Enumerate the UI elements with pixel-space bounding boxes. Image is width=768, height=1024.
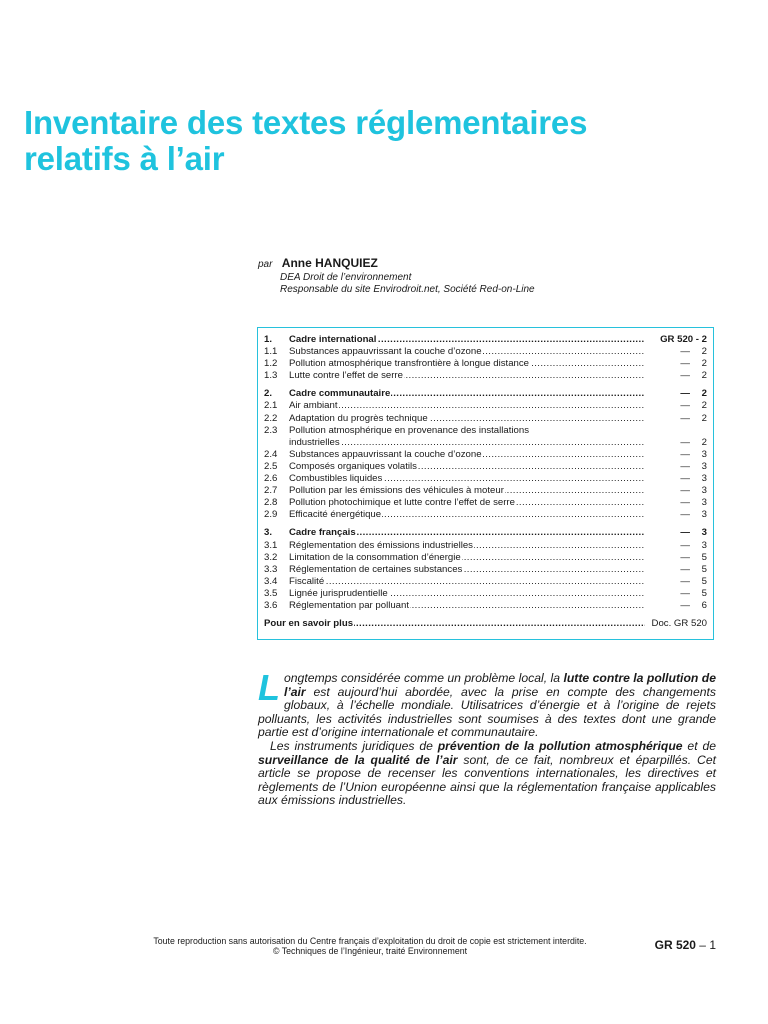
- toc-number: 2.4: [264, 448, 278, 460]
- toc-number: 2.1: [264, 400, 278, 412]
- toc-label-text: Pollution par les émissions des véhicules à moteur: [289, 485, 504, 497]
- author-name: Anne HANQUIEZ: [281, 256, 378, 270]
- toc-row[interactable]: [264, 449, 707, 461]
- toc-label: [289, 576, 645, 588]
- toc-label: [289, 473, 645, 485]
- toc-dash: —: [680, 485, 690, 497]
- toc-page-number: 3: [701, 509, 707, 521]
- folio-separator: –: [695, 938, 710, 952]
- toc-dash: —: [680, 575, 690, 587]
- toc-page-number: 6: [701, 599, 707, 611]
- toc-label-text: industrielles: [289, 436, 340, 448]
- toc-label-text: Fiscalité: [289, 575, 325, 587]
- toc-number: 1.: [264, 334, 273, 345]
- toc-row[interactable]: [264, 461, 707, 473]
- page-folio: [655, 938, 716, 952]
- toc-row[interactable]: [264, 358, 707, 370]
- toc-page-number: 3: [701, 460, 707, 472]
- publisher-credit: © Techniques de l’Ingénieur, traité Environnement: [272, 946, 468, 956]
- toc-row[interactable]: [264, 497, 707, 509]
- copyright-notice: Toute reproduction sans autorisation du Centre français d’exploitation du droit de copie est strictement interdite.: [153, 936, 587, 946]
- document-title: [24, 105, 744, 177]
- toc-page-number: 5: [701, 575, 707, 587]
- title-line-1: Inventaire des textes réglementaires: [24, 104, 588, 141]
- toc-label-text: Composés organiques volatils: [289, 460, 417, 472]
- toc-row[interactable]: [264, 509, 707, 521]
- toc-label-text: Lignée jurisprudentielle: [289, 587, 388, 599]
- toc-label-text: Réglementation des émissions industrielles: [289, 539, 473, 551]
- emphasis-text: surveillance de la qualité de l’air: [258, 752, 458, 767]
- toc-page-number: 3: [701, 485, 707, 497]
- toc-row[interactable]: [264, 370, 707, 382]
- toc-row[interactable]: [264, 437, 707, 449]
- toc-dash: —: [680, 370, 690, 382]
- toc-number: 2.2: [264, 412, 278, 424]
- toc-page-number: 2: [701, 358, 707, 370]
- toc-number: 3.3: [264, 563, 278, 575]
- toc-number: 2.6: [264, 473, 278, 485]
- author-degree: DEA Droit de l’environnement: [280, 272, 412, 283]
- toc-number: 2.8: [264, 497, 278, 509]
- toc-page-number: 5: [701, 551, 707, 563]
- emphasis-text: lutte contre la pollution de l’air: [284, 671, 716, 699]
- toc-section-row[interactable]: [264, 334, 707, 346]
- toc-dash: —: [680, 497, 690, 509]
- toc-label: [289, 449, 645, 461]
- toc-dash: —: [680, 448, 690, 460]
- toc-label-text: Adaptation du progrès technique: [289, 412, 428, 424]
- toc-number: 2.7: [264, 485, 278, 497]
- toc-dash: —: [680, 460, 690, 472]
- toc-page-number: 2: [701, 370, 707, 382]
- drop-cap: L: [258, 667, 280, 708]
- toc-label-text: Lutte contre l’effet de serre: [289, 370, 403, 382]
- toc-label-text: Substances appauvrissant la couche d’ozone: [289, 346, 482, 358]
- table-of-contents: [257, 327, 714, 640]
- body-text: ongtemps considérée comme un problème local, la: [284, 671, 564, 685]
- toc-page-number: 5: [701, 563, 707, 575]
- toc-row[interactable]: [264, 588, 707, 600]
- toc-label: [264, 618, 645, 630]
- toc-dash: —: [680, 527, 690, 539]
- toc-label-text: Cadre communautaire: [289, 388, 391, 400]
- toc-page-number: 5: [701, 587, 707, 599]
- toc-number: 1.2: [264, 358, 278, 370]
- toc-row[interactable]: [264, 473, 707, 485]
- toc-page-number: 3: [701, 448, 707, 460]
- toc-number: 2.: [264, 388, 273, 400]
- toc-dash: —: [680, 509, 690, 521]
- toc-dash: —: [680, 412, 690, 424]
- toc-row[interactable]: [264, 400, 707, 412]
- toc-label-text: Pollution atmosphérique transfrontière à longue distance: [289, 358, 529, 370]
- toc-dash: —: [680, 436, 690, 448]
- toc-label-text: Réglementation de certaines substances: [289, 563, 463, 575]
- toc-label: [289, 358, 645, 370]
- toc-label: [289, 527, 645, 539]
- folio-page: 1: [709, 938, 716, 952]
- emphasis-text: prévention de la pollution atmosphérique: [437, 738, 683, 753]
- toc-number: 3.4: [264, 575, 278, 587]
- toc-label: [289, 437, 645, 449]
- toc-label: [289, 588, 645, 600]
- toc-label: [289, 461, 645, 473]
- toc-label-text: Substances appauvrissant la couche d’ozone: [289, 448, 482, 460]
- body-text: Les instruments juridiques de: [270, 738, 438, 753]
- author-block: [258, 256, 738, 296]
- toc-page-number: 3: [701, 527, 707, 539]
- toc-reference: GR 520 - 2: [660, 334, 707, 345]
- toc-dash: —: [680, 587, 690, 599]
- toc-number: 3.2: [264, 551, 278, 563]
- toc-page-number: 3: [701, 539, 707, 551]
- toc-section-row[interactable]: [264, 388, 707, 400]
- toc-more-label: Pour en savoir plus: [264, 618, 354, 630]
- toc-dash: —: [680, 388, 690, 400]
- folio-code: GR 520: [654, 938, 696, 952]
- toc-section-row[interactable]: [264, 527, 707, 539]
- toc-label-text: Combustibles liquides: [289, 473, 383, 485]
- toc-label: [289, 334, 645, 346]
- toc-label: [289, 552, 645, 564]
- toc-label: [289, 540, 645, 552]
- toc-more-reference: Doc. GR 520: [651, 618, 707, 630]
- intro-paragraph-1: [258, 667, 716, 740]
- toc-dash: —: [680, 346, 690, 358]
- toc-dash: —: [680, 400, 690, 412]
- body-text: est aujourd’hui abordée, avec la prise en compte des changements globaux, à l’échelle mondiale. Utilisatrices d’énergie et à l’origine de rejets polluants, les activités industrielles sont soumises à des textes dont une grande partie est d’origine internationale et communautaire.: [258, 684, 716, 740]
- copyright-footer: [100, 936, 640, 956]
- toc-number: 2.9: [264, 509, 278, 521]
- toc-page-number: 2: [701, 436, 707, 448]
- toc-label: [289, 600, 645, 612]
- toc-number: 1.1: [264, 346, 278, 358]
- toc-page-number: 3: [701, 497, 707, 509]
- toc-number: 3.6: [264, 599, 278, 611]
- toc-row[interactable]: [264, 425, 707, 437]
- toc-number: 2.5: [264, 460, 278, 472]
- toc-label: [289, 388, 645, 400]
- toc-row[interactable]: [264, 540, 707, 552]
- toc-label: [289, 485, 645, 497]
- toc-page-number: 2: [701, 400, 707, 412]
- body-text: et de: [682, 738, 716, 753]
- toc-label-text: Cadre français: [289, 527, 356, 539]
- toc-dash: —: [680, 563, 690, 575]
- body-text: sont, de ce fait, nombreux et éparpillés. Cet article se propose de recenser les conventions internationales, les directives et règlements de l’Union européenne ainsi que la réglementation française applicables aux émissions industrielles.: [258, 752, 716, 808]
- toc-dash: —: [680, 599, 690, 611]
- toc-more-row[interactable]: [264, 618, 707, 630]
- toc-row[interactable]: [264, 413, 707, 425]
- toc-label-text: Limitation de la consommation d’énergie: [289, 551, 461, 563]
- toc-label: [289, 564, 645, 576]
- toc-label-text: Air ambiant: [289, 400, 338, 412]
- toc-dash: —: [680, 551, 690, 563]
- toc-dash: —: [680, 473, 690, 485]
- toc-label: [289, 346, 645, 358]
- toc-label: [289, 370, 645, 382]
- intro-paragraph-2: [258, 740, 716, 808]
- introduction: [258, 667, 716, 808]
- toc-row[interactable]: [264, 576, 707, 588]
- toc-page-number: 2: [701, 388, 707, 400]
- toc-label: [289, 413, 645, 425]
- toc-row[interactable]: [264, 485, 707, 497]
- toc-label-text: Cadre international: [289, 334, 377, 345]
- author-affiliation: Responsable du site Envirodroit.net, Société Red-on-Line: [280, 284, 535, 295]
- author-prefix: par: [258, 259, 273, 270]
- toc-row[interactable]: [264, 552, 707, 564]
- toc-page-number: 2: [701, 346, 707, 358]
- toc-label: [289, 509, 645, 521]
- toc-number: 2.3: [264, 424, 278, 436]
- toc-number: 3.: [264, 527, 273, 539]
- title-line-2: relatifs à l’air: [24, 140, 225, 177]
- toc-row[interactable]: [264, 346, 707, 358]
- toc-page-number: 3: [701, 473, 707, 485]
- toc-dash: —: [680, 539, 690, 551]
- toc-number: 1.3: [264, 370, 278, 382]
- toc-label: [289, 425, 645, 437]
- toc-label-text: Pollution atmosphérique en provenance des installations: [289, 424, 529, 436]
- toc-page-number: 2: [701, 412, 707, 424]
- toc-label: [289, 400, 645, 412]
- toc-row[interactable]: [264, 564, 707, 576]
- toc-dash: —: [680, 358, 690, 370]
- toc-label: [289, 497, 645, 509]
- toc-label-text: Efficacité énergétique: [289, 509, 382, 521]
- toc-row[interactable]: [264, 600, 707, 612]
- toc-label-text: Pollution photochimique et lutte contre l’effet de serre: [289, 497, 515, 509]
- toc-number: 3.1: [264, 539, 278, 551]
- toc-number: 3.5: [264, 587, 278, 599]
- toc-label-text: Réglementation par polluant: [289, 599, 410, 611]
